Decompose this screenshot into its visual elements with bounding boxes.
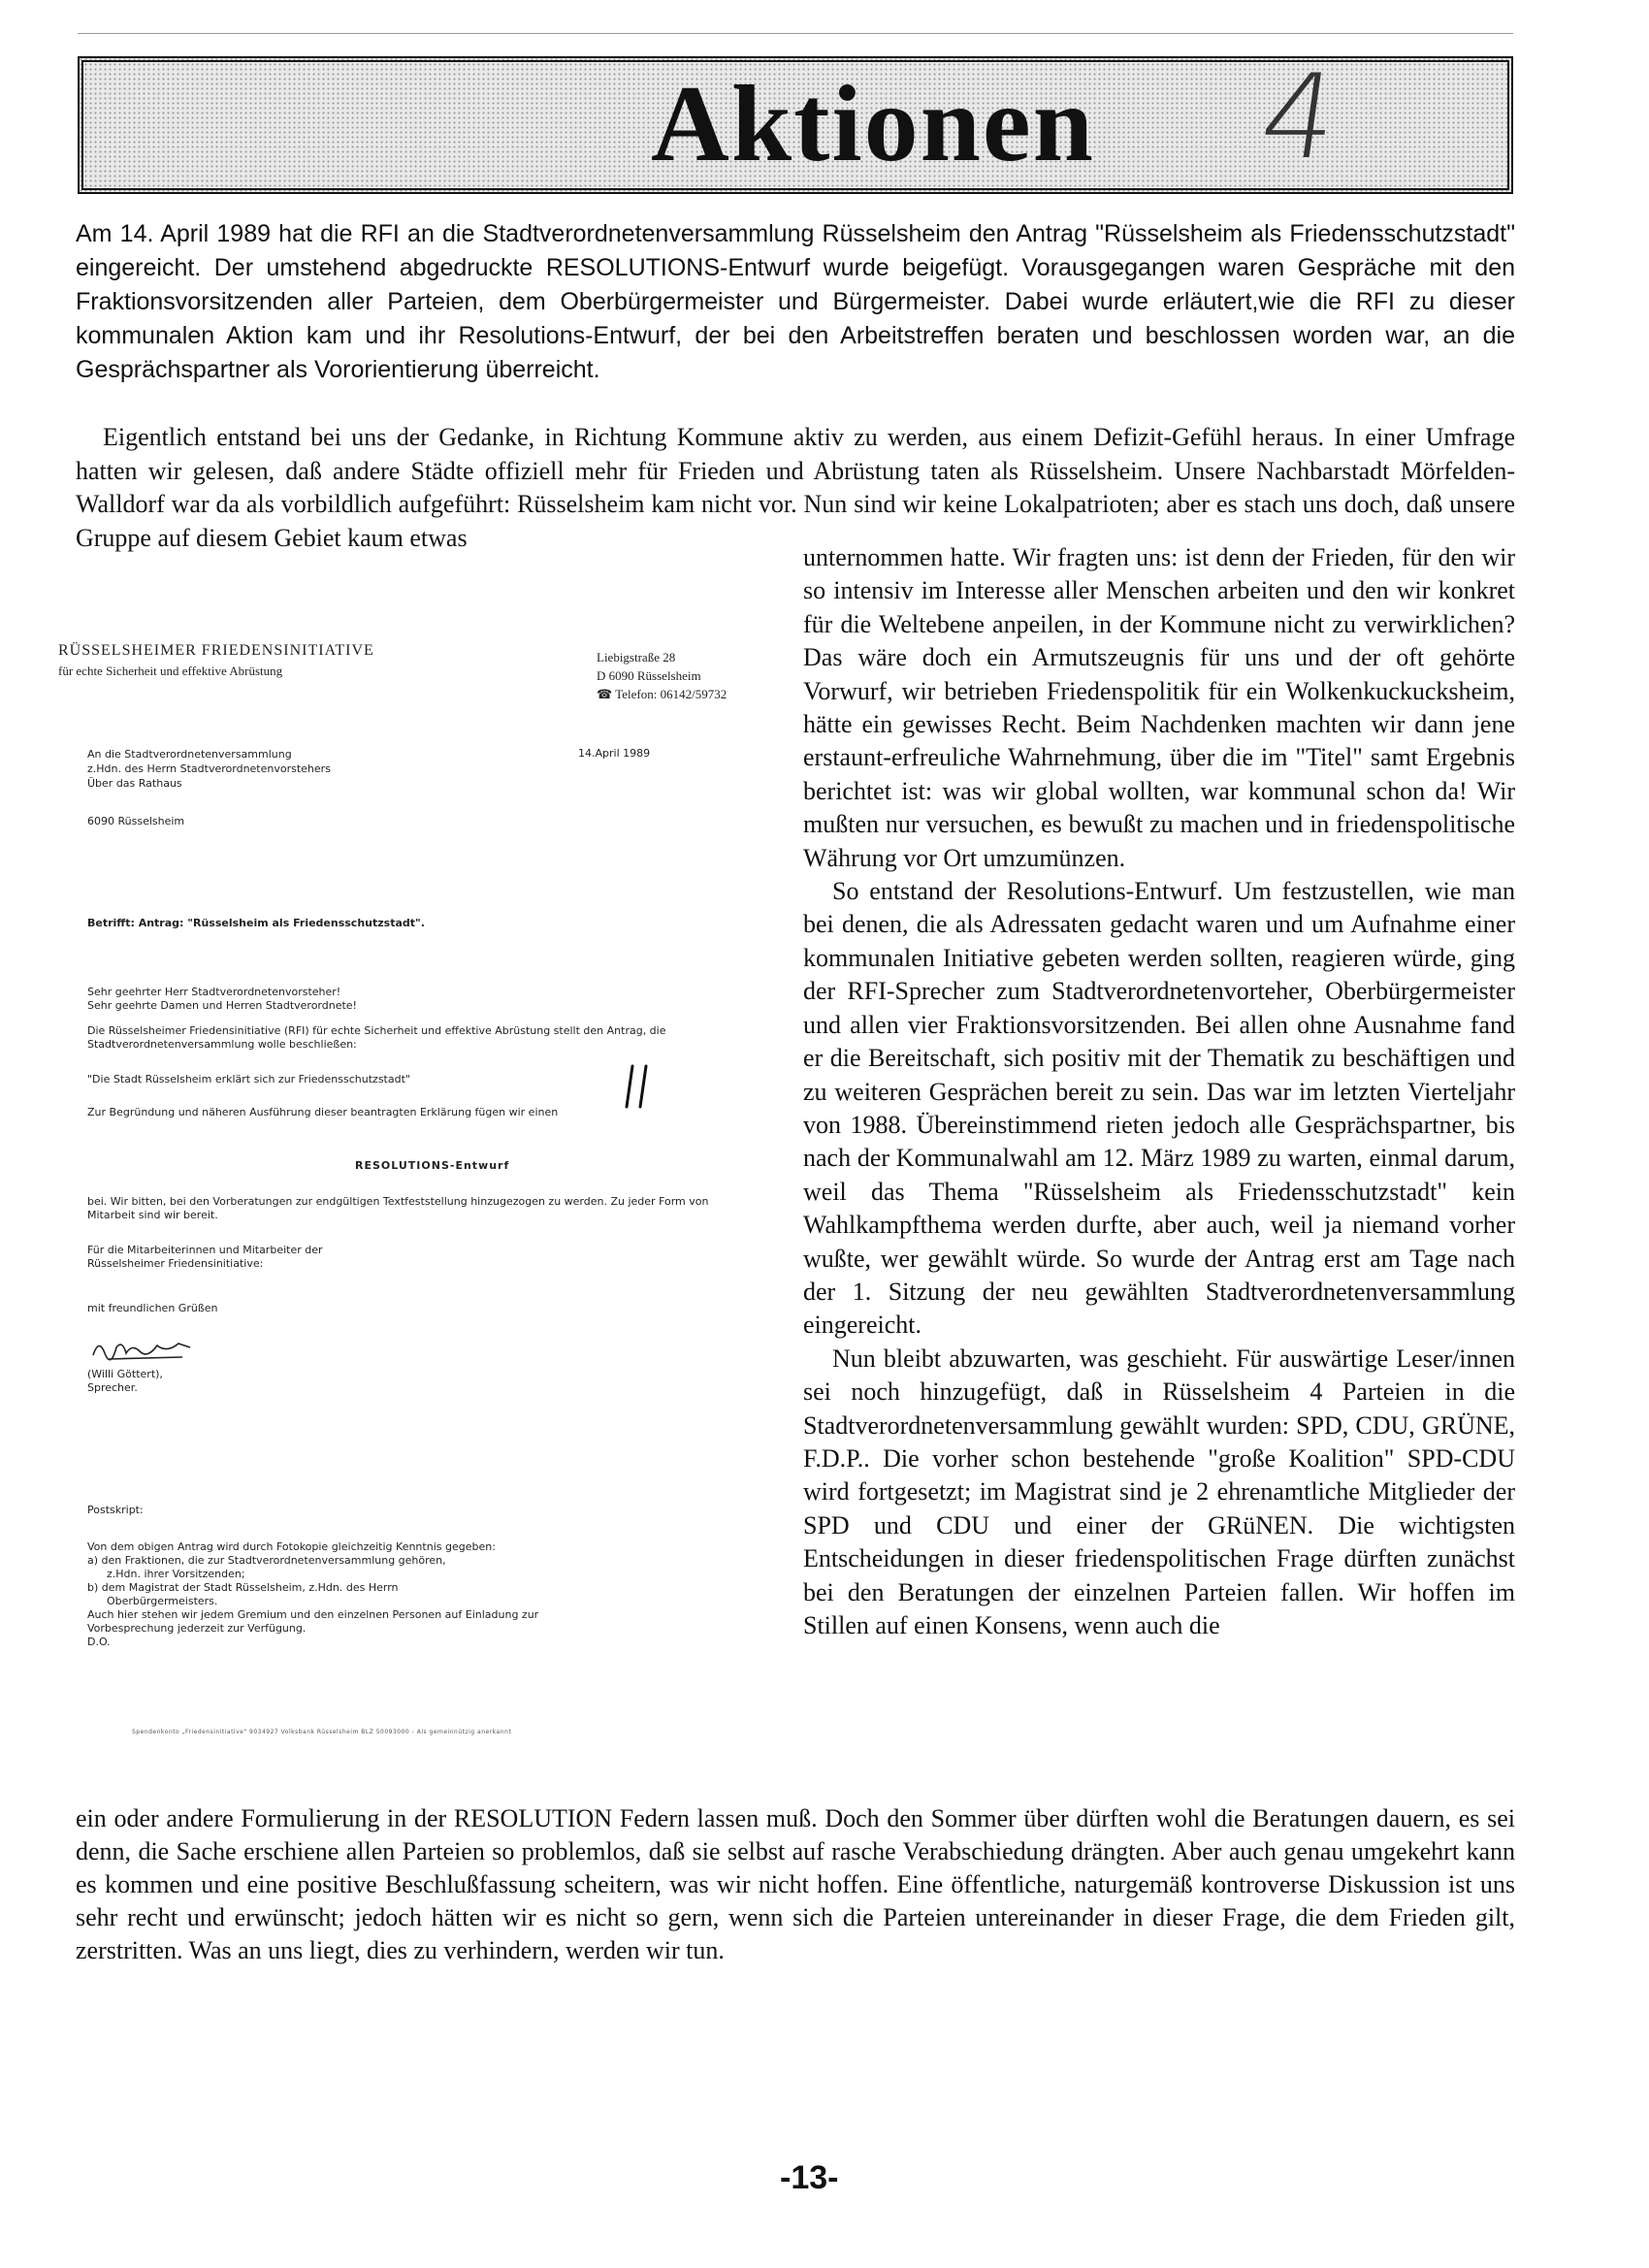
letter-signer-line: Sprecher. <box>87 1381 138 1394</box>
letter-resolution-heading: RESOLUTIONS-Entwurf <box>355 1159 510 1172</box>
letter-salutation-line: Sehr geehrter Herr Stadtverordnetenvorsteher! <box>87 986 341 998</box>
section-banner <box>78 50 1513 194</box>
letter-closing: mit freundlichen Grüßen <box>87 1302 218 1314</box>
letter-reproduction <box>58 631 776 1746</box>
letter-signer-line: (Willi Göttert), <box>87 1368 163 1380</box>
letter-salutation <box>87 986 747 1013</box>
bottom-paragraph: ein oder andere Formulierung in der RESOLUTION Federn lassen muß. Doch den Sommer über dürften wohl die Beratungen dauern, es sei denn, die Sache erschiene allen Parteien so problemlos, daß sie selbst auf rasche Verabschiedung drängten. Aber auch genau umgekehrt kann es kommen und eine positive Beschlußfassung scheitern, was wir nicht hoffen. Eine öffentliche, naturgemäß kontroverse Diskussion ist uns sehr recht und erwünscht; jedoch hätten wir es nicht so gern, wenn sich die Parteien untereinander in dieser Frage, die dem Frieden gilt, zerstritten. Was an uns liegt, dies zu verhindern, werden wir tun. <box>76 1804 1515 1964</box>
letter-signer <box>87 1368 747 1395</box>
letter-subject: Betrifft: Antrag: "Rüsselsheim als Friedensschutzstadt". <box>87 917 425 929</box>
signature-icon <box>89 1334 196 1363</box>
letter-body-4 <box>87 1244 747 1271</box>
letter-body-4-line: Rüsselsheimer Friedensinitiative: <box>87 1257 264 1270</box>
letter-recipient-line: z.Hdn. des Herrn Stadtverordnetenvorstehers <box>87 762 331 775</box>
letter-quote: "Die Stadt Rüsselsheim erklärt sich zur Friedensschutzstadt" <box>87 1073 410 1085</box>
letter-recipient <box>87 747 331 791</box>
letter-postscript <box>87 1540 747 1649</box>
letter-date: 14.April 1989 <box>578 747 651 760</box>
right-column-paragraph: unternommen hatte. Wir fragten uns: ist denn der Frieden, für den wir so intensiv im Interesse aller Menschen arbeiten und den wir konkret für die Weltebene anpeilen, in der Kommune nicht zu verwirklichen? Das wäre doch ein Armutszeugnis für uns und der oft gehörte Vorwurf, wir betrieben Friedenspolitik für ein Wolkenkuckucksheim, hätte ein gewisses Recht. Beim Nachdenken machten wir dann jene erstaunt-erfreuliche Wahrnehmung, über die im "Titel" samt Ergebnis berichtet ist: was wir global wollten, war kommunal schon da! Wir mußten nur versuchen, es bewußt zu machen und in friedenspolitische Währung vor Ort umzumünzen. <box>803 543 1515 872</box>
letter-postscript-line: Auch hier stehen wir jedem Gremium und den einzelnen Personen auf Einladung zur <box>87 1608 539 1621</box>
letter-salutation-line: Sehr geehrte Damen und Herren Stadtverordnete! <box>87 999 357 1012</box>
letter-org-subtitle: für echte Sicherheit und effektive Abrüstung <box>58 664 283 678</box>
letter-postscript-line: Oberbürgermeisters. <box>107 1595 218 1607</box>
page-number: -13- <box>780 2159 839 2196</box>
letter-postscript-line: b) dem Magistrat der Stadt Rüsselsheim, z.Hdn. des Herrn <box>87 1581 399 1594</box>
letter-recipient-line: Über das Rathaus <box>87 777 182 790</box>
letter-postscript-line: D.O. <box>87 1636 111 1648</box>
intro-paragraph: Am 14. April 1989 hat die RFI an die Stadtverordnetenversammlung Rüsselsheim den Antrag "Rüsselsheim als Friedensschutzstadt" eingereicht. Der umstehend abgedruckte RESOLUTIONS-Entwurf wurde beigefügt. Vorausgegangen waren Gespräche mit den Fraktionsvorsitzenden aller Parteien, dem Oberbürgermeister und Bürgermeister. Dabei wurde erläutert,wie die RFI zu dieser kommunalen Aktion kam und ihr Resolutions-Entwurf, der bei den Arbeitstreffen beraten und beschlossen worden war, an die Gesprächspartner als Vororientierung überreicht. <box>76 220 1515 383</box>
body-paragraph-full: Eigentlich entstand bei uns der Gedanke, in Richtung Kommune aktiv zu werden, aus einem Defizit-Gefühl heraus. In einer Umfrage hatten wir gelesen, daß andere Städte offiziell mehr für Frieden und Abrüstung taten als Rüsselsheim. Unsere Nachbarstadt Mörfelden-Walldorf war da als vorbildlich aufgeführt: Rüsselsheim kam nicht vor. Nun sind wir keine Lokalpatrioten; aber es stach uns doch, daß unsere Gruppe auf diesem Gebiet kaum etwas <box>76 423 1515 552</box>
letter-address-line: ☎ Telefon: 06142/59732 <box>597 687 728 701</box>
letter-address-line: Liebigstraße 28 <box>597 650 676 664</box>
handwritten-mark-icon <box>621 1062 660 1111</box>
right-column-paragraph: So entstand der Resolutions-Entwurf. Um festzustellen, wie man bei denen, die als Adressaten gedacht waren und um Aufnahme einer kommunalen Initiative gebeten werden sollten, reagieren würde, ging der RFI-Sprecher zum Stadtverordnetenvorteher, Oberbürgermeister und allen vier Fraktionsvorsitzenden. Bei allen ohne Ausnahme fand er die Bereitschaft, sich positiv mit der Thematik zu beschäftigen und zu weiteren Gesprächen bereit zu sein. Das war im letzten Vierteljahr von 1988. Übereinstimmend rieten jedoch alle Gesprächspartner, bis nach der Kommunalwahl am 12. März 1989 zu warten, einmal darum, weil das Thema "Rüsselsheim als Friedensschutzstadt" kein Wahlkampfthema werden durfte, aber auch, weil ja niemand vorher wußte, wer gewählt würde. So wurde der Antrag erst am Tage nach der 1. Sitzung der neu gewählten Stadtverordnetenversammlung eingereicht. <box>803 877 1515 1340</box>
letter-postscript-line: a) den Fraktionen, die zur Stadtverordnetenversammlung gehören, <box>87 1554 446 1567</box>
letter-footer: Spendenkonto „Friedensinitiative" 9034927 Volksbank Rüsselsheim BLZ 50093000 - Als gemeinnützig anerkannt <box>132 1729 512 1735</box>
letter-address-line: D 6090 Rüsselsheim <box>597 668 701 683</box>
letter-org-name: RÜSSELSHEIMER FRIEDENSINITIATIVE <box>58 642 374 659</box>
banner-title: Aktionen <box>651 64 1095 184</box>
letter-town: 6090 Rüsselsheim <box>87 815 185 827</box>
letter-body-2: Zur Begründung und näheren Ausführung dieser beantragten Erklärung fügen wir einen <box>87 1106 559 1118</box>
right-column <box>803 541 1515 1642</box>
letter-address <box>597 648 727 703</box>
letter-body-4-line: Für die Mitarbeiterinnen und Mitarbeiter der <box>87 1244 323 1256</box>
top-rule <box>78 33 1513 34</box>
letter-recipient-line: An die Stadtverordnetenversammlung <box>87 748 292 761</box>
letter-postscript-line: z.Hdn. ihrer Vorsitzenden; <box>107 1568 245 1580</box>
letter-postscript-line: Von dem obigen Antrag wird durch Fotokopie gleichzeitig Kenntnis gegeben: <box>87 1540 496 1553</box>
letter-body-1: Die Rüsselsheimer Friedensinitiative (RFI) für echte Sicherheit und effektive Abrüstung stellt den Antrag, die Stadtverordnetenversammlung wolle beschließen: <box>87 1024 666 1051</box>
letter-postscript-line: Vorbesprechung jederzeit zur Verfügung. <box>87 1622 307 1635</box>
letter-body-3: bei. Wir bitten, bei den Vorberatungen zur endgültigen Textfeststellung hinzugezogen zu werden. Zu jeder Form von Mitarbeit sind wir bereit. <box>87 1195 709 1221</box>
handwritten-number: 4 <box>1252 50 1346 185</box>
letter-postscript-title: Postskript: <box>87 1504 144 1516</box>
right-column-paragraph: Nun bleibt abzuwarten, was geschieht. Für auswärtige Leser/innen sei noch hinzugefügt, daß in Rüsselsheim 4 Parteien in die Stadtverordnetenversammlung gewählt wurden: SPD, CDU, GRÜNE, F.D.P.. Die vorher schon bestehende "große Koalition" SPD-CDU wird fortgesetzt; im Magistrat sind je 2 ehrenamtliche Mitglieder der SPD und CDU und einer der GRüNEN. Die wichtigsten Entscheidungen in dieser friedenspolitischen Frage dürften zunächst bei den Beratungen der einzelnen Parteien fallen. Wir hoffen im Stillen auf einen Konsens, wenn auch die <box>803 1344 1515 1639</box>
